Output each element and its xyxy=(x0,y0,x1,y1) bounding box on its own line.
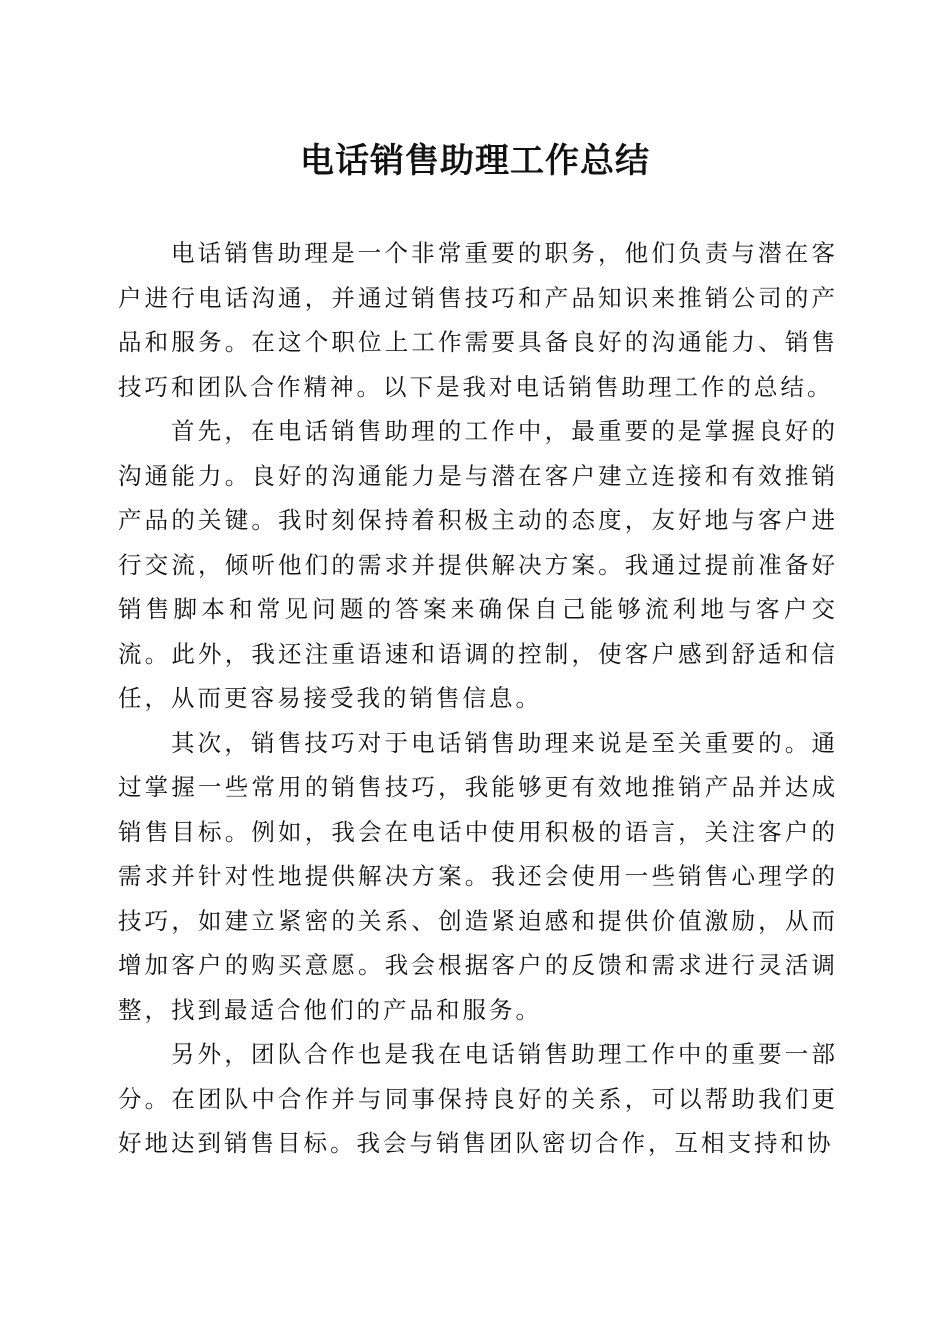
document-title: 电话销售助理工作总结 xyxy=(300,141,650,181)
paragraph-sales-skills: 其次，销售技巧对于电话销售助理来说是至关重要的。通过掌握一些常用的销售技巧，我能够更有效地推销产品并达成销售目标。例如，我会在电话中使用积极的语言，关注客户的需求并针对性地提供解决方案。我还会使用一些销售心理学的技巧，如建立紧密的关系、创造紧迫感和提供价值激励，从而增加客户的购买意愿。我会根据客户的反馈和需求进行灵活调整，找到最适合他们的产品和服务。 xyxy=(118,728,838,1024)
paragraph-intro: 电话销售助理是一个非常重要的职务，他们负责与潜在客户进行电话沟通，并通过销售技巧和产品知识来推销公司的产品和服务。在这个职位上工作需要具备良好的沟通能力、销售技巧和团队合作精神。以下是我对电话销售助理工作的总结。 xyxy=(118,239,838,401)
paragraph-communication: 首先，在电话销售助理的工作中，最重要的是掌握良好的沟通能力。良好的沟通能力是与潜在客户建立连接和有效推销产品的关键。我时刻保持着积极主动的态度，友好地与客户进行交流，倾听他们的需求并提供解决方案。我通过提前准备好销售脚本和常见问题的答案来确保自己能够流利地与客户交流。此外，我还注重语速和语调的控制，使客户感到舒适和信任，从而更容易接受我的销售信息。 xyxy=(118,417,838,712)
paragraph-teamwork: 另外，团队合作也是我在电话销售助理工作中的重要一部分。在团队中合作并与同事保持良好的关系，可以帮助我们更好地达到销售目标。我会与销售团队密切合作，互相支持和协 xyxy=(118,1040,838,1157)
document-body xyxy=(118,231,838,1166)
